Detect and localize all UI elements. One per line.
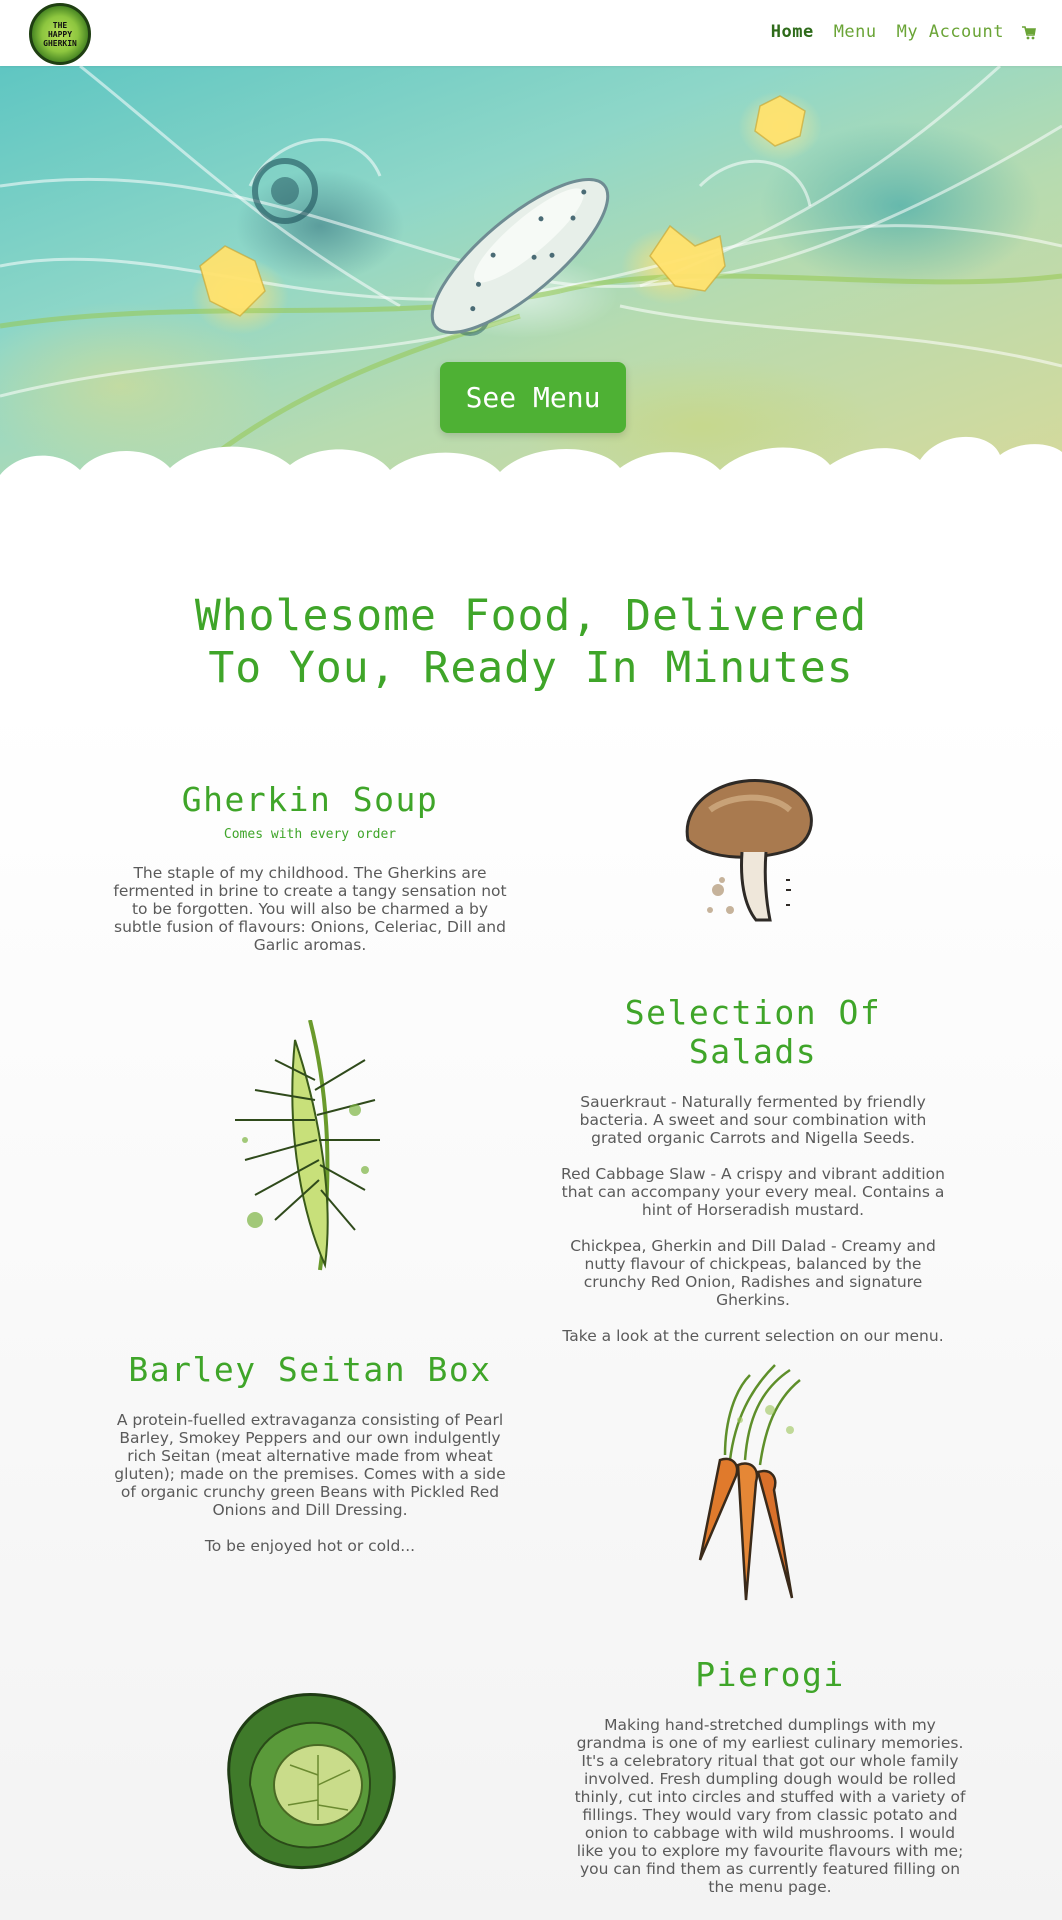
logo-text-3: GHERKIN [43, 38, 77, 48]
salads-title: Selection Of Salads [624, 993, 882, 1071]
cart-icon[interactable] [1022, 25, 1036, 39]
barley-text-serving: To be enjoyed hot or cold... [204, 1537, 416, 1555]
salads-text-sauerkraut: Sauerkraut - Naturally fermented by friendly bacteria. A sweet and sour combination with grated organic Carrots and Nigella Seeds. [579, 1093, 927, 1147]
cloud-divider [0, 430, 1062, 500]
salads-text-slaw: Red Cabbage Slaw - A crispy and vibrant addition that can accompany your every meal. Contains a hint of Horseradish mustard. [561, 1165, 945, 1219]
section-barley-seitan [110, 1350, 510, 1573]
nav-home[interactable]: Home [770, 22, 814, 42]
pierogi-title: Pierogi [695, 1655, 845, 1694]
salads-text-chickpea: Chickpea, Gherkin and Dill Dalad - Creamy and nutty flavour of chickpeas, balanced by the crunchy Red Onion, Radishes and signature Gherkins. [570, 1237, 936, 1309]
main-nav [751, 22, 1036, 42]
barley-title: Barley Seitan Box [128, 1350, 492, 1389]
gherkin-soup-subtitle: Comes with every order [223, 827, 397, 842]
nav-menu[interactable]: Menu [833, 22, 877, 42]
pierogi-text: Making hand-stretched dumplings with my grandma is one of my earliest culinary memories. It's a celebratory ritual that got our whole family involved. Fresh dumpling dough would be rolled thinly, cut into circles and stuffed with a variety of fillings. They would vary from classic potato and onion to cabbage with wild mushrooms. I would like you to explore my favourite flavours with me; you can find them as currently featured filling on the menu page. [574, 1716, 966, 1896]
section-salads [553, 993, 953, 1363]
site-header [0, 0, 1062, 66]
logo[interactable] [29, 3, 91, 65]
mushroom-illustration [670, 770, 830, 930]
logo-text-1: THE [52, 20, 68, 30]
section-gherkin-soup [110, 780, 510, 972]
gherkin-soup-text: The staple of my childhood. The Gherkins are fermented in brine to create a tangy sensation not to be forgotten. You will also be charmed a by subtle fusion of flavours: Onions, Celeriac, Dill and Garlic aromas. [113, 864, 507, 954]
barley-text: A protein-fuelled extravaganza consisting of Pearl Barley, Smokey Peppers and our own indulgently rich Seitan (meat alternative made from wheat gluten); made on the premises. Comes with a side of organic crunchy green Beans with Pickled Red Onions and Dill Dressing. [114, 1411, 506, 1519]
dill-illustration [215, 1020, 395, 1280]
section-pierogi [570, 1655, 970, 1914]
main-headline: Wholesome Food, Delivered To You, Ready In Minutes [194, 591, 868, 693]
carrots-illustration [680, 1360, 810, 1610]
logo-text-2: HAPPY [47, 29, 73, 39]
see-menu-button[interactable]: See Menu [440, 362, 626, 433]
cabbage-illustration [210, 1685, 410, 1885]
salads-text-menu: Take a look at the current selection on our menu. [562, 1327, 944, 1345]
gherkin-soup-title: Gherkin Soup [181, 780, 439, 819]
nav-my-account[interactable]: My Account [896, 22, 1004, 42]
